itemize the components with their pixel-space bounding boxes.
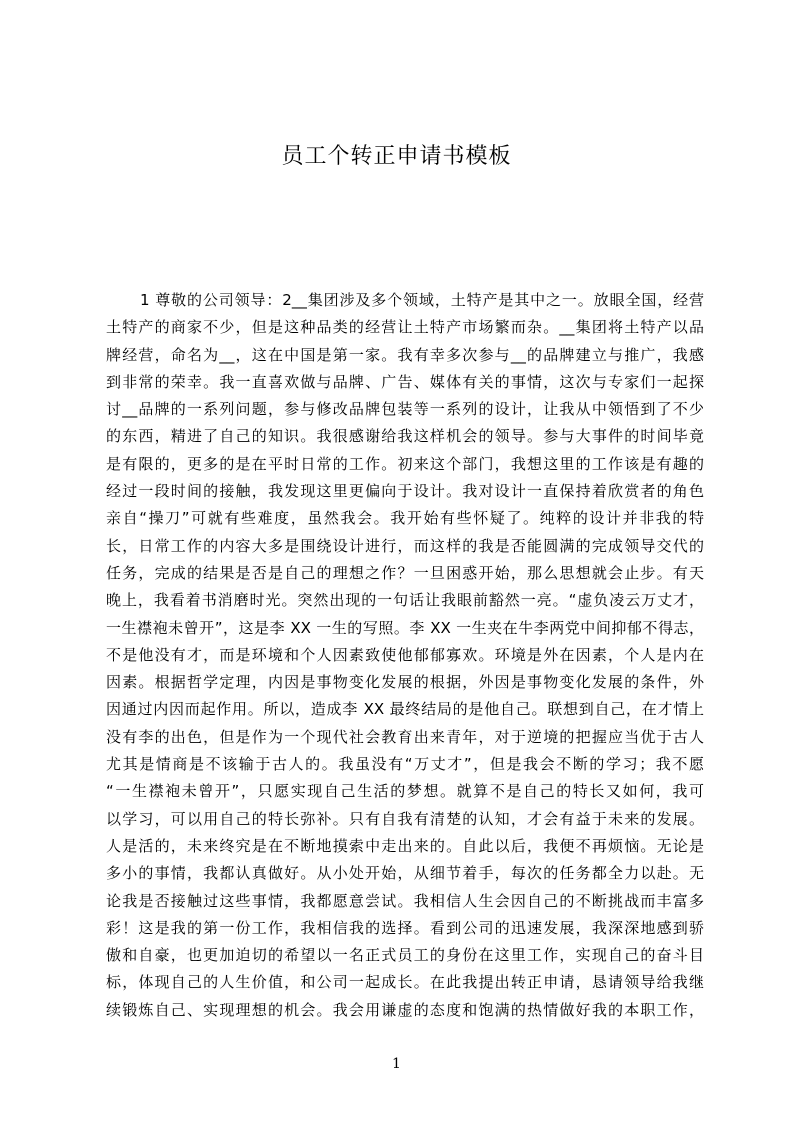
body-paragraph <box>106 287 704 1024</box>
body-line: “一生襟袍未曾开”，只愿实现自己生活的梦想。就算不是自己的特长又如何，我可 <box>106 782 704 801</box>
body-line: 标，体现自己的人生价值，和公司一起成长。在此我提出转正申请，恳请领导给我继 <box>106 973 704 992</box>
body-line: 尤其是情商是不该输于古人的。我虽没有“万丈才”，但是我会不断的学习；我不愿 <box>106 755 704 774</box>
body-line: 以学习，可以用自己的特长弥补。只有自我有清楚的认知，才会有益于未来的发展。 <box>106 809 704 828</box>
body-line: 没有李的出色，但是作为一个现代社会教育出来青年，对于逆境的把握应当优于古人 <box>106 727 704 746</box>
document-title: 员工个转正申请书模板 <box>281 144 512 169</box>
body-line: 任务，完成的结果是否是自己的理想之作？一旦困惑开始，那么思想就会止步。有天 <box>106 563 704 582</box>
body-line: 是有限的，更多的是在平时日常的工作。初来这个部门，我想这里的工作该是有趣的 <box>106 454 704 473</box>
body-line: 傲和自豪，也更加迫切的希望以一名正式员工的身份在这里工作，实现自己的奋斗目 <box>106 946 704 965</box>
body-line: 亲自“操刀”可就有些难度，虽然我会。我开始有些怀疑了。纯粹的设计并非我的特 <box>106 509 704 528</box>
body-line: 1 尊敬的公司领导：2__集团涉及多个领域，土特产是其中之一。放眼全国，经营 <box>140 291 704 309</box>
body-line: 一生襟袍未曾开”，这是李 XX 一生的写照。李 XX 一生夹在牛李两党中间抑郁不得志， <box>106 618 704 637</box>
body-line: 因素。根据哲学定理，内因是事物变化发展的根据，外因是事物变化发展的条件，外 <box>106 673 704 692</box>
body-line: 人是活的，未来终究是在不断地摸索中走出来的。自此以后，我便不再烦恼。无论是 <box>106 836 704 855</box>
body-line: 经过一段时间的接触，我发现这里更偏向于设计。我对设计一直保持着欣赏者的角色 <box>106 482 704 501</box>
body-line: 彩！这是我的第一份工作，我相信我的选择。看到公司的迅速发展，我深深地感到骄 <box>106 918 704 937</box>
body-line: 续锻炼自己、实现理想的机会。我会用谦虚的态度和饱满的热情做好我的本职工作， <box>106 1000 704 1019</box>
body-line: 晚上，我看着书消磨时光。突然出现的一句话让我眼前豁然一亮。“虚负凌云万丈才， <box>106 591 704 610</box>
body-line: 牌经营，命名为__，这在中国是第一家。我有幸多次参与__的品牌建立与推广，我感 <box>106 345 704 364</box>
body-line: 的东西，精进了自己的知识。我很感谢给我这样机会的领导。参与大事件的时间毕竟 <box>106 427 704 446</box>
body-line: 不是他没有才，而是环境和个人因素致使他郁郁寡欢。环境是外在因素，个人是内在 <box>106 645 704 664</box>
body-line: 论我是否接触过这些事情，我都愿意尝试。我相信人生会因自己的不断挑战而丰富多 <box>106 891 704 910</box>
body-line: 多小的事情，我都认真做好。从小处开始，从细节着手，每次的任务都全力以赴。无 <box>106 864 704 883</box>
body-line: 因通过内因而起作用。所以，造成李 XX 最终结局的是他自己。联想到自己，在才情上 <box>106 700 704 719</box>
body-line: 长，日常工作的内容大多是围绕设计进行，而这样的我是否能圆满的完成领导交代的 <box>106 536 704 555</box>
body-line: 讨__品牌的一系列问题，参与修改品牌包装等一系列的设计，让我从中领悟到了不少 <box>106 400 704 419</box>
page-number: 1 <box>392 1056 401 1072</box>
body-line: 到非常的荣幸。我一直喜欢做与品牌、广告、媒体有关的事情，这次与专家们一起探 <box>106 372 704 391</box>
body-line: 土特产的商家不少，但是这种品类的经营让土特产市场繁而杂。__集团将土特产以品 <box>106 318 704 337</box>
